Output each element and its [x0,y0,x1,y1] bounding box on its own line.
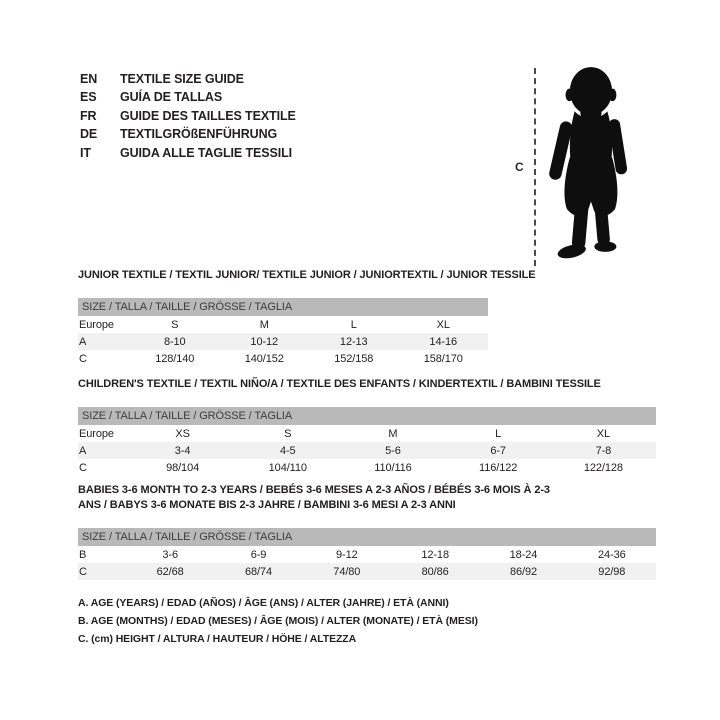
cell: 92/98 [568,563,656,580]
table-row [78,350,488,367]
size-header: SIZE / TALLA / TAILLE / GRÖSSE / TAGLIA [78,407,656,425]
cell: 12-18 [421,548,449,561]
cell: L [350,318,357,331]
row-label: B [79,548,87,561]
babies-textile-table [78,528,656,580]
language-code: IT [80,145,91,160]
table-title: BABIES 3-6 MONTH TO 2-3 YEARS / BEBÉS 3-6 MESES A 2-3 AÑOS / BÉBÉS 3-6 MOIS À 2-3 ANS / BABYS 3-6 MONATE BIS 2-3 JAHRE / BAMBINI 3-6 MESI A 2-3 ANNI [78,484,550,511]
footnote-c: C. (cm) HEIGHT / ALTURA / HAUTEUR / HÖHE / ALTEZZA [78,633,357,645]
childrens-textile-table [78,407,656,476]
cell: M [259,318,269,331]
cell: 62/68 [126,563,214,580]
language-row-it [80,144,296,162]
language-list [80,70,296,162]
cell: 116/122 [479,461,518,474]
table-row [78,459,656,476]
child-height-figure [500,58,660,273]
language-title: TEXTILE SIZE GUIDE [120,72,244,86]
cell: 74/80 [303,563,391,580]
table-row [78,333,488,350]
language-code: EN [80,72,98,86]
language-title: GUÍA DE TALLAS [120,90,223,105]
cell: 5-6 [340,442,445,459]
language-code: DE [80,127,98,142]
cell: 7-8 [551,442,656,459]
table-row [78,425,656,442]
cell: 6-7 [446,442,551,459]
language-code: ES [80,90,97,105]
row-label: Europe [79,318,114,331]
cell: 122/128 [583,461,623,474]
row-label: Europe [79,427,114,440]
table-title: JUNIOR TEXTILE / TEXTIL JUNIOR/ TEXTILE JUNIOR / JUNIORTEXTIL / JUNIOR TESSILE [78,269,536,281]
row-label: A [78,333,130,350]
row-label: C [79,352,87,365]
cell: S [284,427,292,440]
toddler-silhouette-icon [542,62,638,268]
footnote-a: A. AGE (YEARS) / EDAD (AÑOS) / ÂGE (ANS) / ALTER (JAHRE) / ETÀ (ANNI) [78,597,449,609]
table-row [78,563,656,580]
cell: 110/116 [374,461,412,474]
table-row [78,316,488,333]
cell: 18-24 [509,548,538,561]
size-header-row [78,407,656,425]
language-title: TEXTILGRÖßENFÜHRUNG [120,127,278,142]
size-header: SIZE / TALLA / TAILLE / GRÖSSE / TAGLIA [78,298,488,316]
cell: S [171,318,179,331]
cell: 86/92 [479,563,567,580]
babies-textile-section [78,483,656,580]
cell: 6-9 [250,548,267,561]
cell: 4-5 [235,442,340,459]
cell: 8-10 [130,333,220,350]
cell: 158/170 [423,352,463,365]
row-label: C [79,461,87,474]
language-row-fr [80,107,296,125]
cell: 128/140 [155,352,195,365]
cell: M [388,427,398,440]
cell: 3-4 [130,442,235,459]
cell: 9-12 [336,548,358,561]
size-header-row [78,528,656,546]
cell: 10-12 [220,333,310,350]
table-title: CHILDREN'S TEXTILE / TEXTIL NIÑO/A / TEXTILE DES ENFANTS / KINDERTEXTIL / BAMBINI TESSILE [78,378,601,390]
language-row-de [80,125,296,143]
legend-footnotes [78,594,478,648]
cell: XL [436,318,450,331]
row-label: A [78,442,130,459]
junior-textile-table [78,298,488,367]
cell: 14-16 [399,333,489,350]
table-row [78,546,656,563]
cell: 12-13 [309,333,399,350]
cell: 24-36 [598,548,626,561]
cell: 152/158 [334,352,374,365]
language-code: FR [80,108,97,123]
height-dashed-line [534,68,536,266]
language-row-en [80,70,296,88]
language-row-es [80,88,296,106]
cell: 68/74 [214,563,302,580]
row-label: C [78,563,126,580]
footnote-b: B. AGE (MONTHS) / EDAD (MESES) / ÂGE (MOIS) / ALTER (MONATE) / ETÀ (MESI) [78,615,478,627]
height-marker-label: C [515,160,524,174]
childrens-textile-section [78,377,656,476]
size-header: SIZE / TALLA / TAILLE / GRÖSSE / TAGLIA [78,528,656,546]
table-row [78,442,656,459]
cell: 3-6 [162,548,178,561]
language-title: GUIDE DES TAILLES TEXTILE [120,108,296,123]
language-title: GUIDA ALLE TAGLIE TESSILI [120,145,293,160]
cell: XL [596,427,610,440]
size-header-row [78,298,488,316]
cell: 98/104 [166,461,200,474]
cell: L [495,427,502,440]
cell: 80/86 [391,563,479,580]
junior-textile-section [78,268,536,367]
cell: 140/152 [244,352,284,365]
cell: XS [175,427,190,440]
cell: 104/110 [268,461,307,474]
